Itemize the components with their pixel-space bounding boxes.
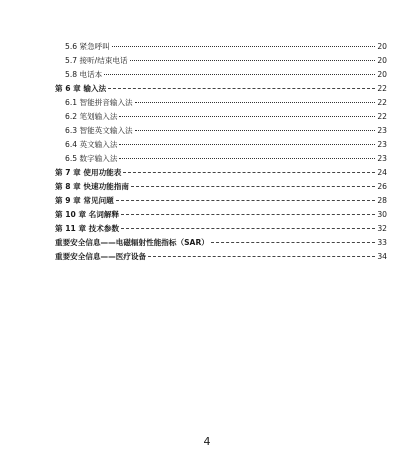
toc-entry-page: 28	[377, 196, 387, 205]
toc-entry-page: 26	[377, 182, 387, 191]
toc-chapter-label: 第 11 章 技术参数	[55, 224, 120, 233]
toc-entry-label: 6.5 数字输入法	[65, 154, 118, 163]
dash-leader	[121, 228, 375, 229]
toc-entry-page: 34	[377, 252, 387, 261]
toc-entry-page: 23	[377, 126, 387, 135]
toc-chapter-label: 重要安全信息——医疗设备	[55, 252, 147, 261]
toc-entry-label: 6.1 智能拼音输入法	[65, 98, 133, 107]
dash-leader	[116, 200, 376, 201]
dash-leader	[131, 186, 375, 187]
toc-entry-label: 5.6 紧急呼叫	[65, 42, 110, 51]
toc-chapter-label: 第 8 章 快速功能指南	[55, 182, 129, 191]
dash-leader	[108, 88, 375, 89]
toc-entry-page: 20	[377, 42, 387, 51]
toc-entry-page: 22	[377, 98, 387, 107]
toc-chapter-label: 第 6 章 输入法	[55, 84, 107, 93]
toc-entry-page: 22	[377, 84, 387, 93]
toc-chapter-label: 重要安全信息——电磁辐射性能指标（SAR）	[55, 238, 209, 247]
toc-chapter-11	[55, 224, 387, 234]
toc-entry-5-6	[65, 42, 387, 52]
toc-chapter-8	[55, 182, 387, 192]
toc-chapter-6	[55, 84, 387, 94]
dash-leader	[211, 242, 375, 243]
toc-chapter-label: 第 10 章 名词解释	[55, 210, 120, 219]
toc-entry-page: 23	[377, 154, 387, 163]
dot-leader	[130, 60, 376, 61]
toc-chapter-10	[55, 210, 387, 220]
toc-entry-5-8	[65, 70, 387, 80]
toc-entry-6-3	[65, 126, 387, 136]
toc-entry-6-4	[65, 140, 387, 150]
dot-leader	[135, 102, 376, 103]
toc-entry-page: 22	[377, 112, 387, 121]
dash-leader	[121, 214, 375, 215]
toc-entry-6-1	[65, 98, 387, 108]
toc-entry-page: 33	[377, 238, 387, 247]
toc-entry-label: 6.4 英文输入法	[65, 140, 118, 149]
toc-entry-label: 6.2 笔划输入法	[65, 112, 118, 121]
toc-safety-sar	[55, 238, 387, 248]
page-number: 4	[203, 435, 211, 448]
dot-leader	[104, 74, 375, 75]
toc-entry-6-2	[65, 112, 387, 122]
toc-entry-page: 20	[377, 70, 387, 79]
dot-leader	[119, 158, 375, 159]
toc-entry-label: 6.3 智能英文输入法	[65, 126, 133, 135]
toc-entry-page: 24	[377, 168, 387, 177]
toc-chapter-7	[55, 168, 387, 178]
toc-entry-5-7	[65, 56, 387, 66]
toc-entry-page: 30	[377, 210, 387, 219]
dash-leader	[148, 256, 375, 257]
toc-entry-page: 20	[377, 56, 387, 65]
dot-leader	[119, 116, 375, 117]
toc-chapter-label: 第 9 章 常见问题	[55, 196, 114, 205]
toc-entry-label: 5.7 接听/结束电话	[65, 56, 128, 65]
toc-chapter-label: 第 7 章 使用功能表	[55, 168, 122, 177]
toc-entry-label: 5.8 电话本	[65, 70, 103, 79]
toc-safety-medical	[55, 252, 387, 262]
toc-entry-6-5	[65, 154, 387, 164]
toc-entry-page: 32	[377, 224, 387, 233]
dash-leader	[123, 172, 375, 173]
toc-chapter-9	[55, 196, 387, 206]
dot-leader	[119, 144, 375, 145]
dot-leader	[112, 46, 375, 47]
toc-entry-page: 23	[377, 140, 387, 149]
dot-leader	[135, 130, 376, 131]
